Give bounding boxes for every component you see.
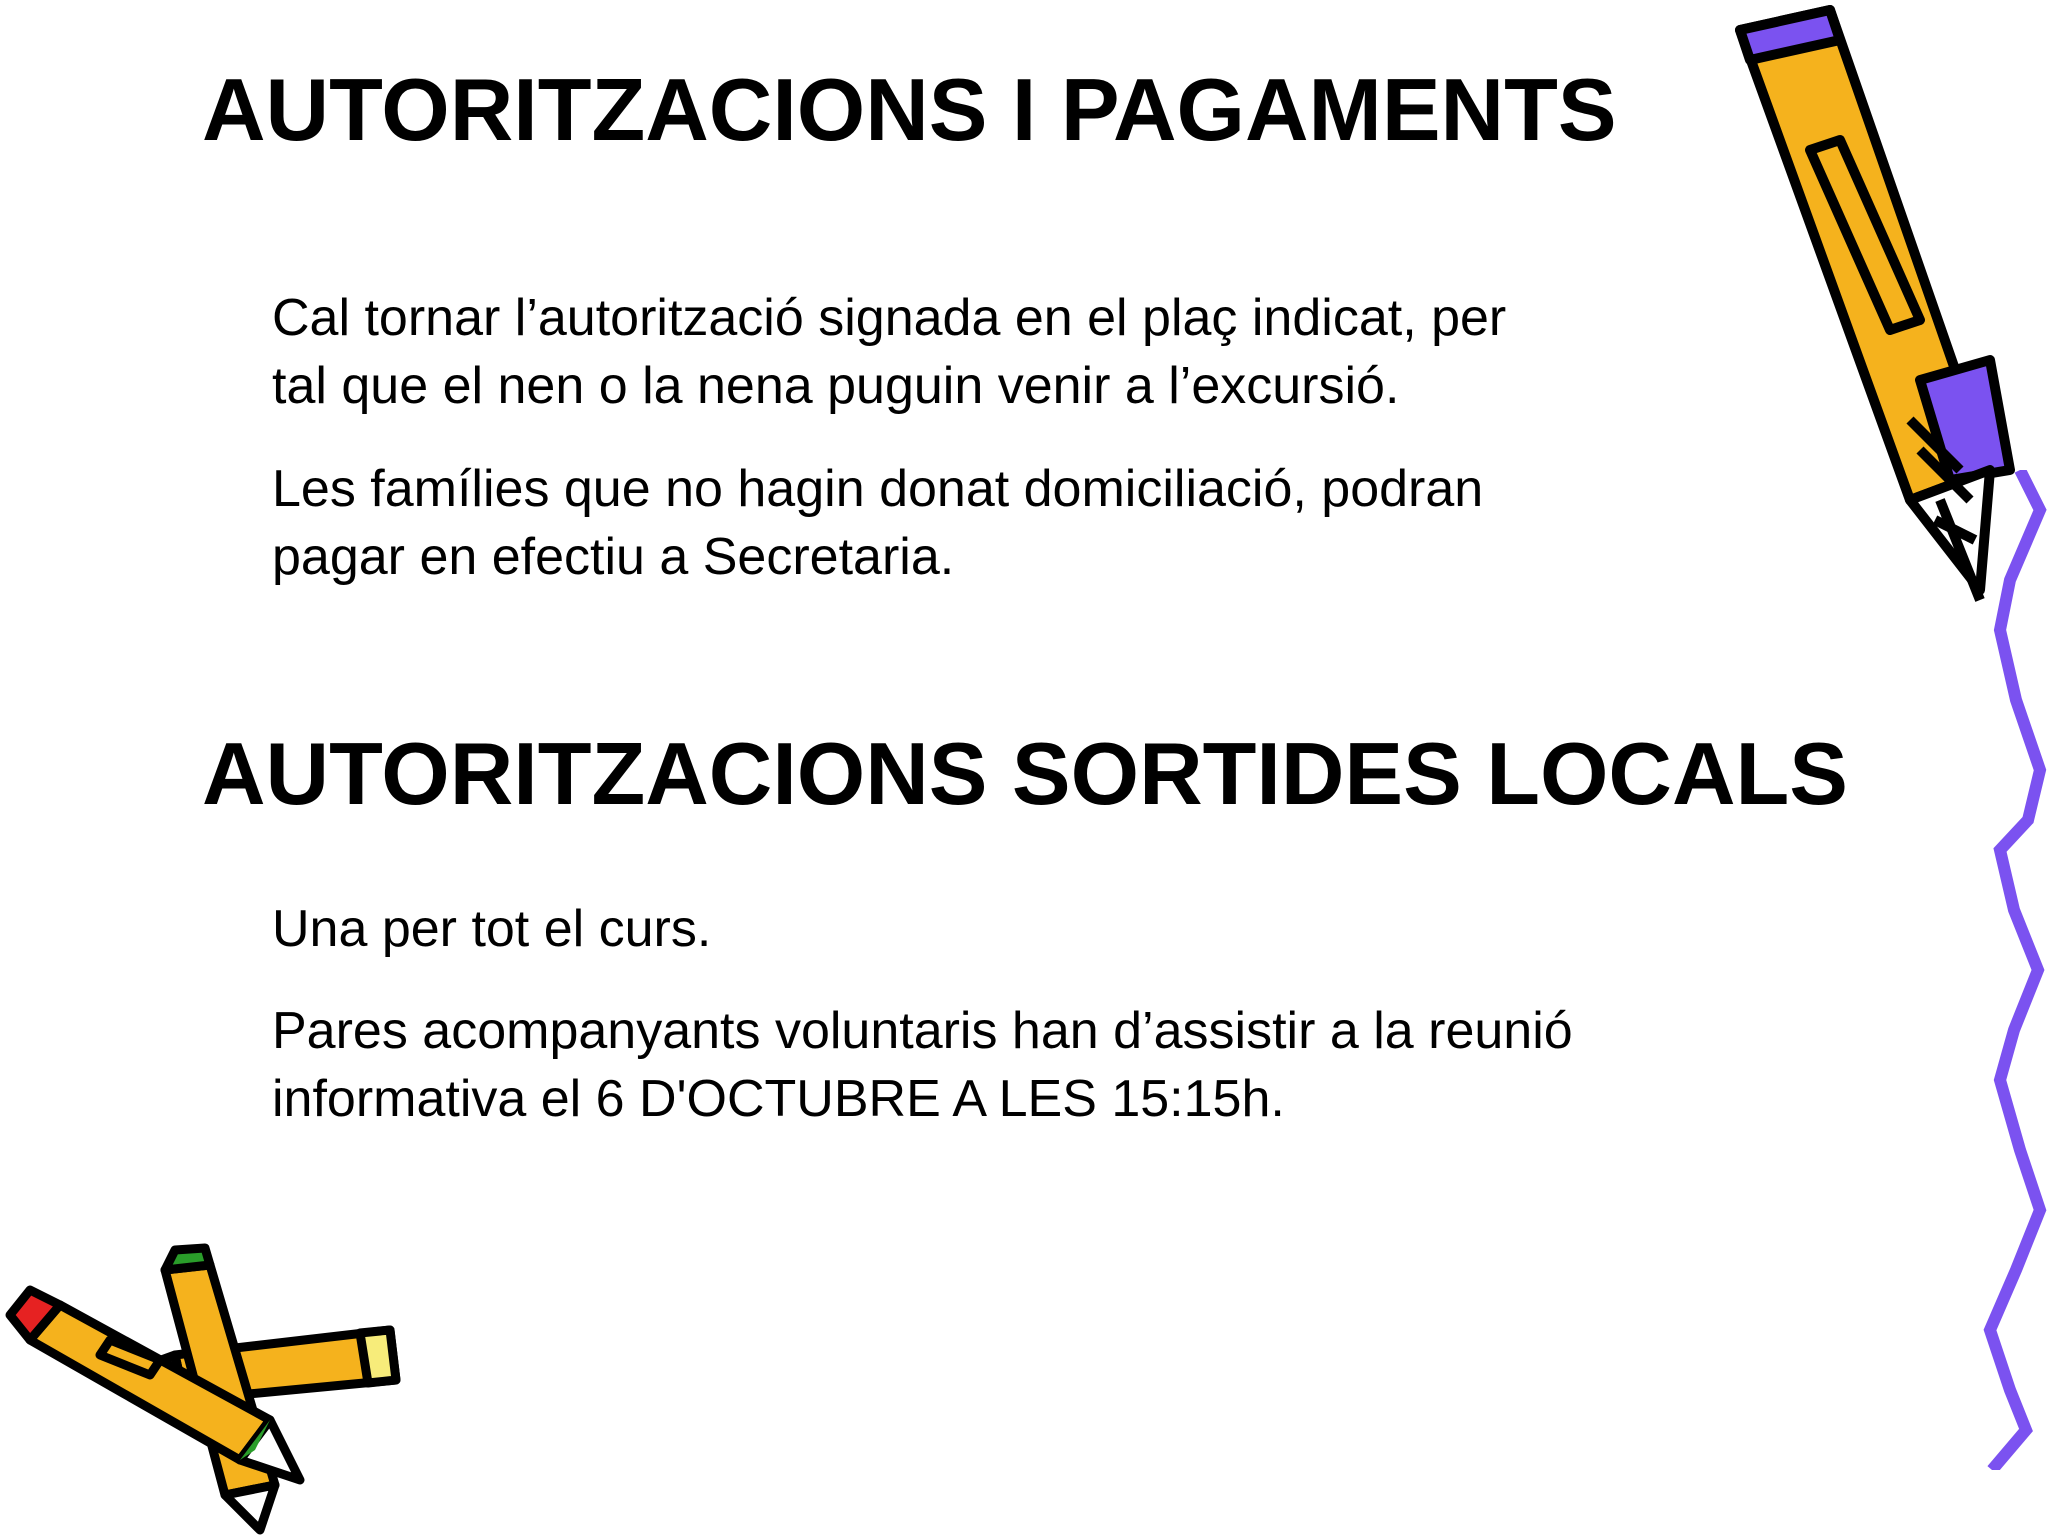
squiggle-icon — [1940, 470, 2048, 1470]
pen-icon — [1720, 0, 2020, 610]
paragraph-line: Cal tornar l’autorització signada en el plaç indicat, per — [272, 289, 1507, 347]
paragraph-volunteer-parents — [272, 997, 1772, 1133]
paragraph-line: Pares acompanyants voluntaris han d’assistir a la reunió — [272, 1002, 1573, 1060]
heading-autoritzacions-pagaments: AUTORITZACIONS I PAGAMENTS — [202, 60, 1617, 159]
paragraph-cash-payment — [272, 455, 1772, 591]
paragraph-line: pagar en efectiu a Secretaria. — [272, 528, 955, 586]
paragraph-one-per-course — [272, 895, 1772, 963]
crossed-pencils-icon — [0, 1230, 420, 1536]
paragraph-line: informativa el 6 D'OCTUBRE A LES 15:15h. — [272, 1070, 1285, 1128]
paragraph-return-authorization — [272, 284, 1772, 420]
paragraph-line: tal que el nen o la nena puguin venir a l’excursió. — [272, 357, 1400, 415]
paragraph-line: Les famílies que no hagin donat domiciliació, podran — [272, 460, 1484, 518]
paragraph-line: Una per tot el curs. — [272, 900, 712, 958]
heading-autoritzacions-sortides-locals: AUTORITZACIONS SORTIDES LOCALS — [202, 724, 1848, 823]
